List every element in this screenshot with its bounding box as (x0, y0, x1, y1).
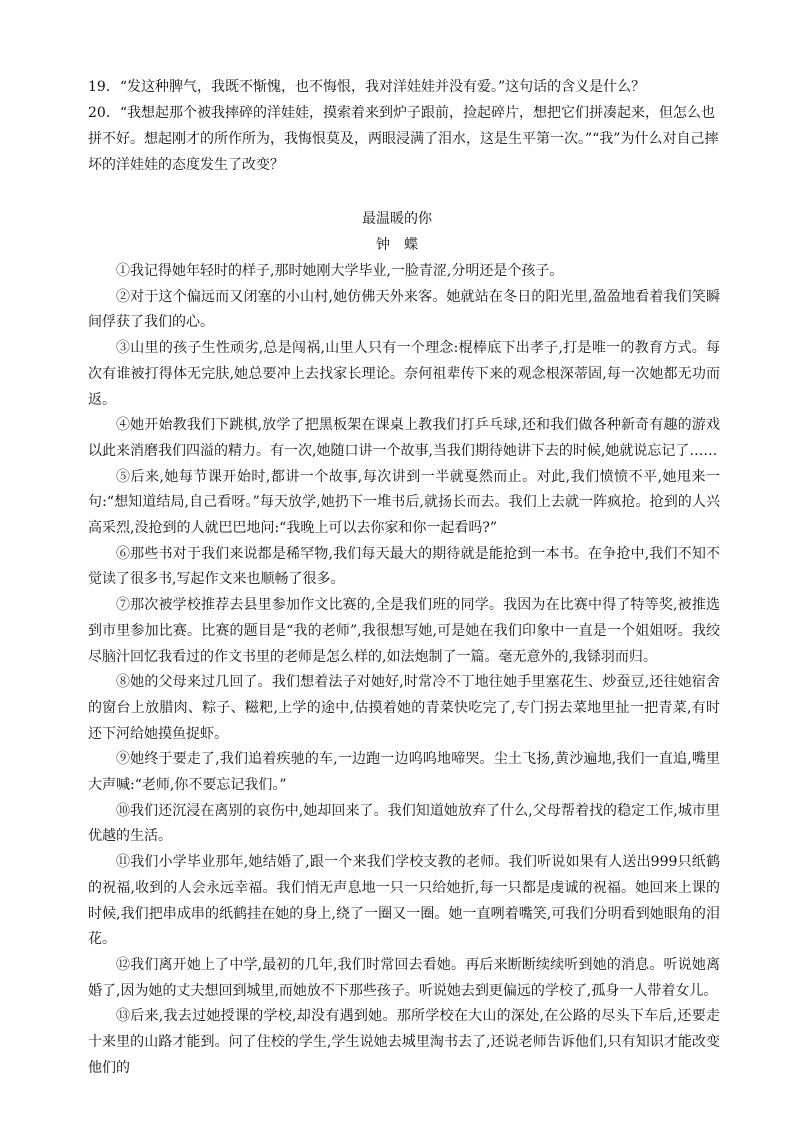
paragraph-3: ③山里的孩子生性顽劣,总是闯祸,山里人只有一个理念:棍棒底下出孝子,打是唯一的教育方式。每次有谁被打得体无完肤,她总要冲上去找家长理论。奈何祖辈传下来的观念根深蒂固,每一次她都无功而返。 (88, 340, 720, 408)
article-title: 最温暖的你 (362, 211, 432, 227)
paragraph-12: ⑫我们离开她上了中学,最初的几年,我们时常回去看她。再后来断断续续听到她的消息。听说她离婚了,因为她的丈夫想回到城里,而她放不下那些孩子。听说她去到更偏远的学校了,孤身一人带着女儿。 (88, 956, 720, 999)
paragraph-2: ②对于这个偏远而又闭塞的小山村,她仿佛天外来客。她就站在冬日的阳光里,盈盈地看着我们笑瞬间俘获了我们的心。 (88, 288, 720, 331)
paragraph-9: ⑨她终于要走了,我们追着疾驰的车,一边跑一边呜呜地啼哭。尘土飞扬,黄沙遍地,我们一直追,嘴里大声喊:“老师,你不要忘记我们。” (88, 751, 720, 794)
paragraph-5: ⑤后来,她每节课开始时,都讲一个故事,每次讲到一半就戛然而止。对此,我们愤愤不平,她甩来一句:“想知道结局,自己看呀。”每天放学,她扔下一堆书后,就扬长而去。我们上去就一阵疯抢。抢到的人兴高采烈,没抢到的人就巴巴地问:“我晚上可以去你家和你一起看吗?” (88, 468, 720, 537)
paragraph-7: ⑦那次被学校推荐去县里参加作文比赛的,全是我们班的同学。我因为在比赛中得了特等奖,被推选到市里参加比赛。比赛的题目是“我的老师”,我很想写她,可是她在我们印象中一直是一个姐姐呀。我绞尽脑汁回忆我看过的作文书里的老师是怎么样的,如法炮制了一篇。毫无意外的,我铩羽而归。 (88, 597, 720, 665)
question-19: 19．“发这种脾气，我既不惭愧，也不悔恨，我对洋娃娃并没有爱。”这句话的含义是什么？ (88, 79, 646, 95)
paragraph-6: ⑥那些书对于我们来说都是稀罕物,我们每天最大的期待就是能抢到一本书。在争抢中,我们不知不觉读了很多书,写起作文来也顺畅了很多。 (88, 545, 720, 588)
paragraph-10: ⑩我们还沉浸在离别的哀伤中,她却回来了。我们知道她放弃了什么,父母帮着找的稳定工作,城市里优越的生活。 (88, 802, 720, 845)
author-name: 钟蝶 (376, 237, 432, 253)
question-20: 20．“我想起那个被我摔碎的洋娃娃，摸索着来到炉子跟前，捡起碎片，想把它们拼凑起来，但怎么也拼不好。想起刚才的所作所为，我悔恨莫及，两眼浸满了泪水，这是生平第一次。”“我”为什么对自己摔坏的洋娃娃的态度发生了改变？ (88, 105, 719, 173)
paragraph-13: ⑬后来,我去过她授课的学校,却没有遇到她。那所学校在大山的深处,在公路的尽头下车后,还要走十来里的山路才能到。问了住校的学生,学生说她去城里淘书去了,还说老师告诉他们,只有知识才能改变他们的 (88, 1008, 720, 1076)
article-author (0, 233, 794, 257)
paragraph-8: ⑧她的父母来过几回了。我们想着法子对她好,时常冷不丁地往她手里塞花生、炒蚕豆,还往她宿舍的窗台上放腊肉、粽子、糍粑,上学的途中,估摸着她的青菜快吃完了,专门拐去菜地里扯一把青菜,有时还下河给她摸鱼捉虾。 (88, 674, 720, 742)
article-body (88, 259, 720, 1082)
paragraph-1: ①我记得她年轻时的样子,那时她刚大学毕业,一脸青涩,分明还是个孩子。 (116, 263, 564, 279)
paragraph-4: ④她开始教我们下跳棋,放学了把黑板架在课桌上教我们打乒乓球,还和我们做各种新奇有趣的游戏以此来消磨我们四溢的精力。有一次,她随口讲一个故事,当我们期待她讲下去的时候,她就说忘记了…… (88, 417, 720, 459)
paragraph-11: ⑪我们小学毕业那年,她结婚了,跟一个来我们学校支教的老师。我们听说如果有人送出999只纸鹤的祝福,收到的人会永远幸福。我们悄无声息地一只一只给她折,每一只都是虔诚的祝福。她回来上课的时候,我们把串成串的纸鹤挂在她的身上,绕了一圈又一圈。她一直咧着嘴笑,可我们分明看到她眼角的泪花。 (88, 854, 720, 948)
